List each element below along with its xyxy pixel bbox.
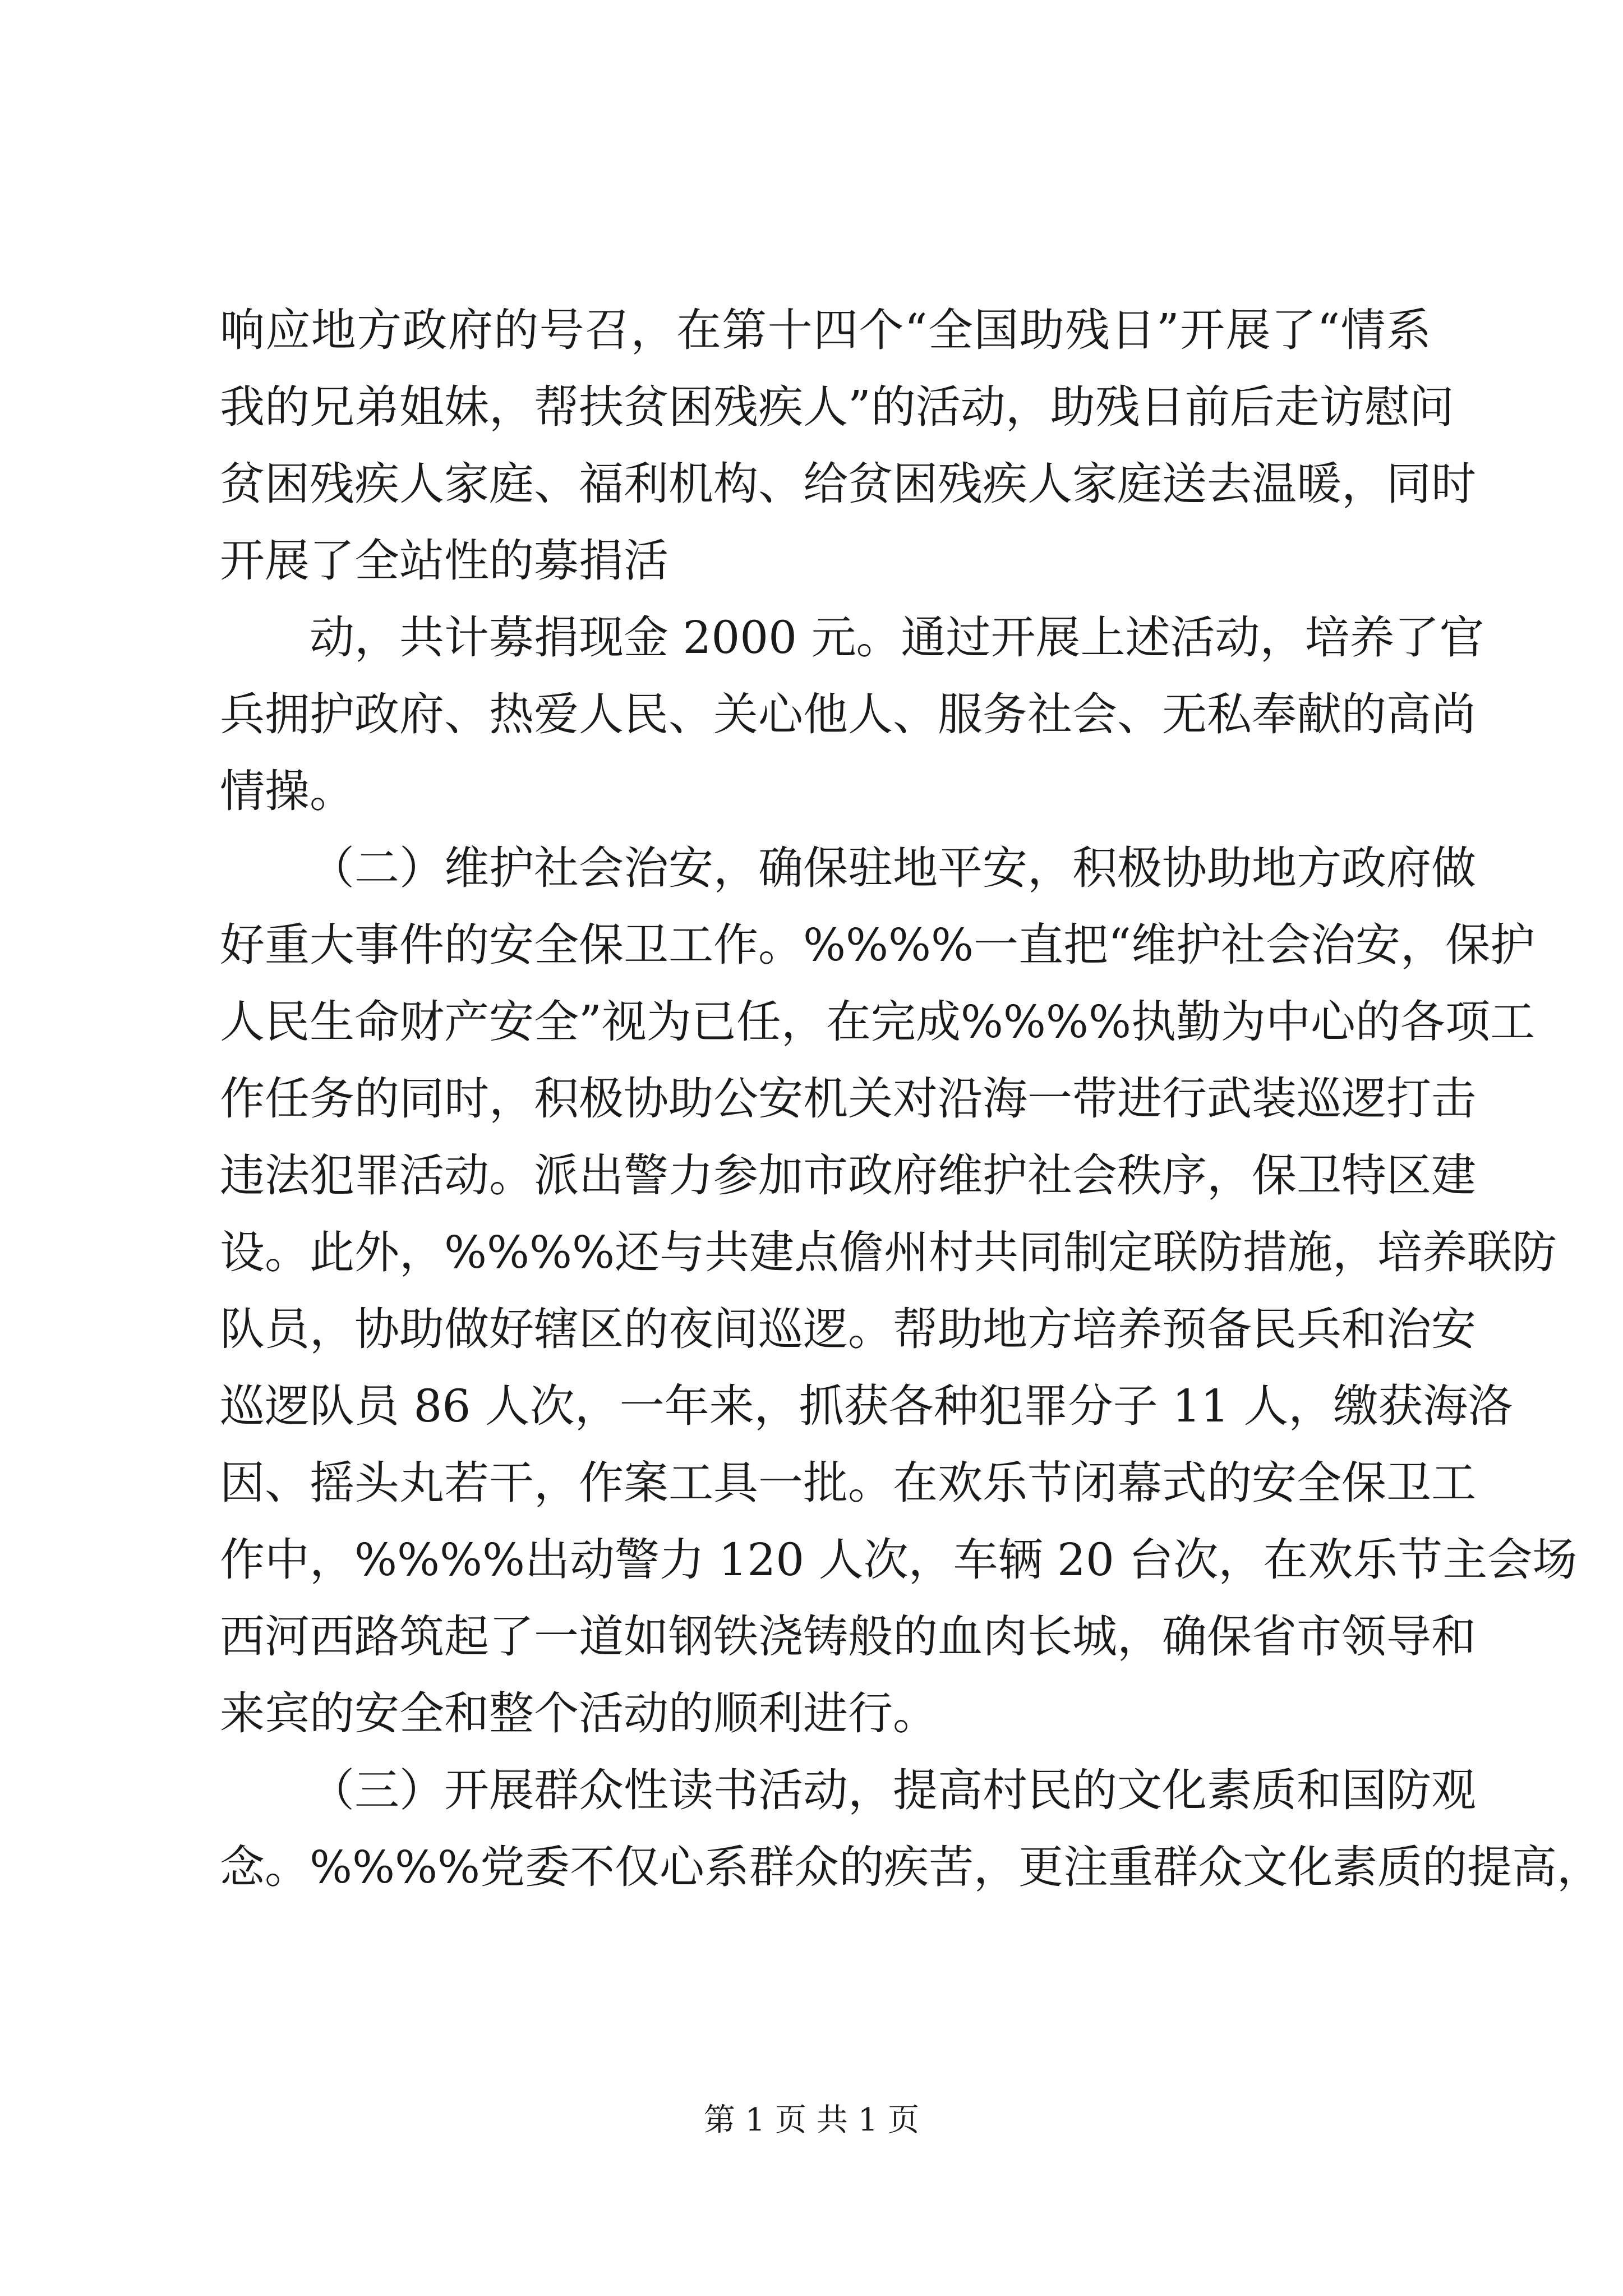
page-footer <box>0 2098 1623 2143</box>
paragraph-3-line-3: 人民生命财产安全”视为已任，在完成%%%%执勤为中心的各项工 <box>220 996 1535 1048</box>
paragraph-1-line-2: 我的兄弟姐妹，帮扶贫困残疾人”的活动，助残日前后走访慰问 <box>220 381 1454 433</box>
paragraph-2-line-1: 动，共计募捐现金 2000 元。通过开展上述活动，培养了官 <box>310 611 1484 664</box>
paragraph-3-line-8: 巡逻队员 86 人次，一年来，抓获各种犯罪分子 11 人，缴获海洛 <box>220 1380 1513 1432</box>
page-number-label: 第 1 页 共 1 页 <box>703 2102 920 2138</box>
paragraph-1-line-3: 贫困残疾人家庭、福利机构、给贫困残疾人家庭送去温暖，同时 <box>220 458 1476 510</box>
paragraph-3-line-11: 西河西路筑起了一道如钢铁浇铸般的血肉长城，确保省市领导和 <box>220 1611 1476 1663</box>
paragraph-3-line-10: 作中，%%%%出动警力 120 人次，车辆 20 台次，在欢乐节主会场 <box>220 1534 1578 1586</box>
paragraph-3-line-2: 好重大事件的安全保卫工作。%%%%一直把“维护社会治安，保护 <box>220 919 1535 971</box>
paragraph-2-line-3: 情操。 <box>220 765 354 817</box>
paragraph-1-line-1: 响应地方政府的号召，在第十四个“全国助残日”开展了“情系 <box>220 304 1431 356</box>
paragraph-2-line-2: 兵拥护政府、热爱人民、关心他人、服务社会、无私奉献的高尚 <box>220 688 1476 740</box>
paragraph-3-line-5: 违法犯罪活动。派出警力参加市政府维护社会秩序，保卫特区建 <box>220 1149 1476 1202</box>
paragraph-1-line-4: 开展了全站性的募捐活 <box>220 535 668 587</box>
paragraph-3-line-9: 因、摇头丸若干，作案工具一批。在欢乐节闭幕式的安全保卫工 <box>220 1457 1476 1509</box>
paragraph-3-line-6: 设。此外，%%%%还与共建点儋州村共同制定联防措施，培养联防 <box>220 1226 1557 1278</box>
paragraph-3-line-1: （二）维护社会治安，确保驻地平安，积极协助地方政府做 <box>310 842 1476 894</box>
paragraph-3-line-12: 来宾的安全和整个活动的顺利进行。 <box>220 1687 938 1740</box>
paragraph-3-line-7: 队员，协助做好辖区的夜间巡逻。帮助地方培养预备民兵和治安 <box>220 1303 1476 1355</box>
paragraph-3-line-4: 作任务的同时，积极协助公安机关对沿海一带进行武装巡逻打击 <box>220 1073 1476 1125</box>
paragraph-4-line-1: （三）开展群众性读书活动，提高村民的文化素质和国防观 <box>310 1764 1476 1816</box>
paragraph-4-line-2: 念。%%%%党委不仅心系群众的疾苦，更注重群众文化素质的提高， <box>220 1841 1602 1893</box>
document-body <box>220 292 1602 1906</box>
